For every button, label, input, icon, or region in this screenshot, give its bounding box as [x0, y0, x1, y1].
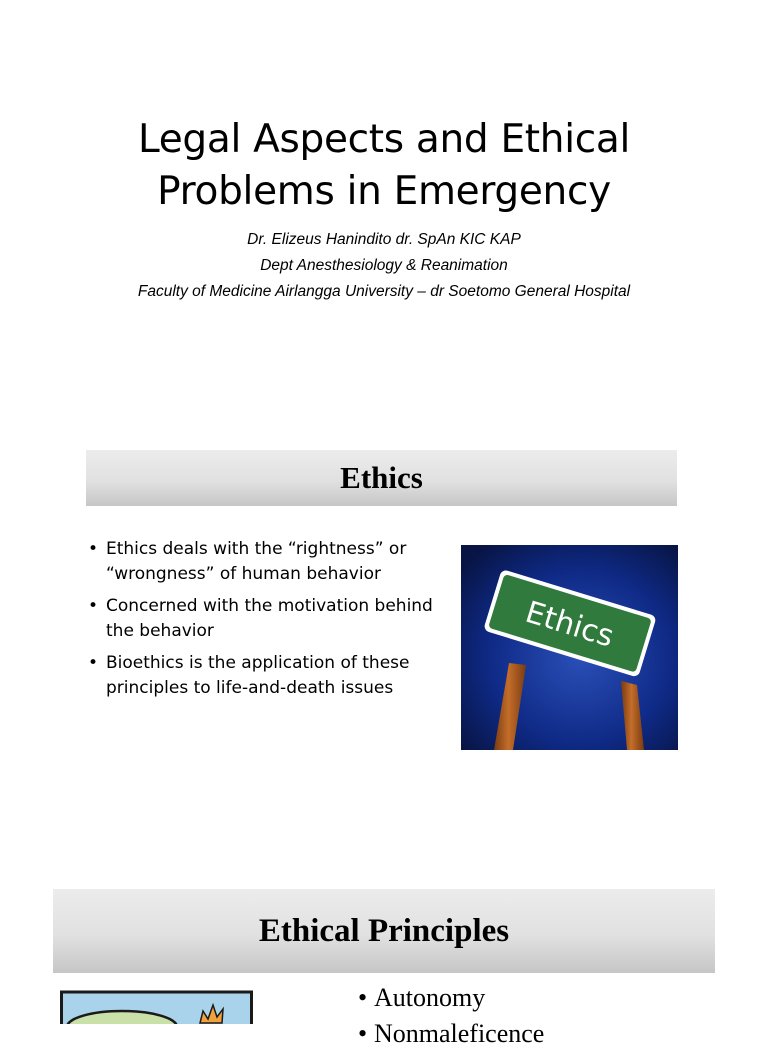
- bullet-item: • Nonmaleficence: [358, 1019, 718, 1049]
- slide-heading: Ethics: [340, 460, 423, 495]
- principles-bullet-list: [358, 983, 718, 1055]
- bullet-item: • Concerned with the motivation behind the behavior: [88, 594, 450, 643]
- title-slide: [0, 0, 768, 420]
- ethics-road-sign-image: [461, 545, 678, 750]
- cartoon-illustration: [60, 989, 254, 1024]
- ethical-principles-heading-band: [53, 889, 715, 973]
- institution-name: Faculty of Medicine Airlangga University – dr Soetomo General Hospital: [137, 283, 631, 300]
- bullet-item: • Autonomy: [358, 983, 718, 1013]
- sign-text: Ethics: [521, 594, 618, 655]
- ethics-bullet-list: [88, 537, 450, 708]
- department-name: Dept Anesthesiology & Reanimation: [260, 257, 508, 274]
- slide-heading: Ethical Principles: [258, 912, 510, 949]
- ethics-heading-band: [86, 450, 677, 506]
- bullet-item: • Ethics deals with the “rightness” or “wrongness” of human behavior: [88, 537, 450, 586]
- presentation-title: Legal Aspects and Ethical Problems in Emergency: [137, 117, 631, 214]
- author-name: Dr. Elizeus Hanindito dr. SpAn KIC KAP: [247, 231, 521, 248]
- bullet-item: • Bioethics is the application of these principles to life-and-death issues: [88, 651, 450, 700]
- subtitle-block: [100, 230, 668, 301]
